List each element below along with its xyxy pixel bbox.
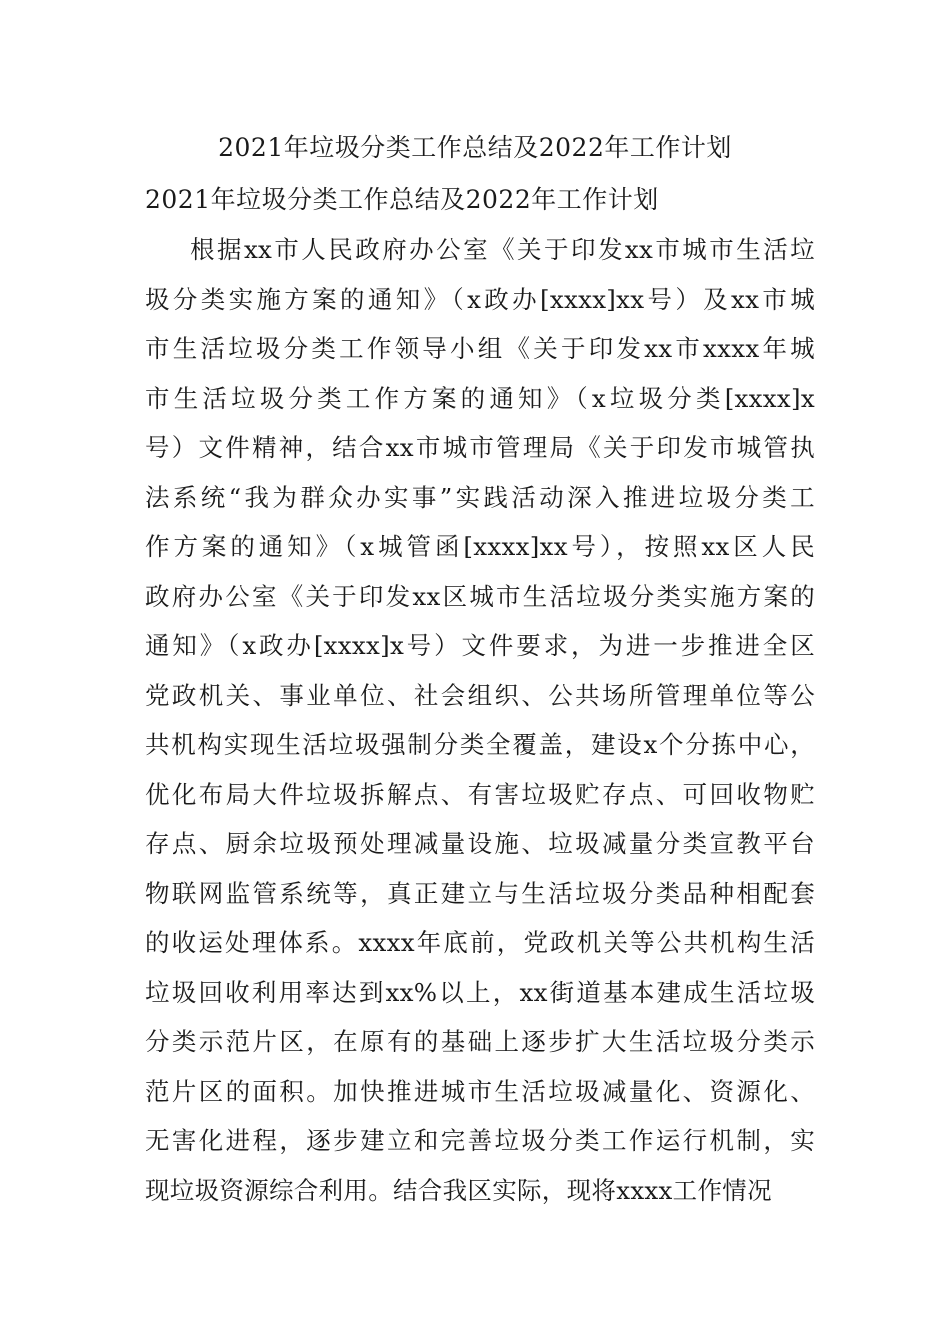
paragraph-line: 的收运处理体系。xxxx年底前，党政机关等公共机构生活 bbox=[145, 928, 815, 957]
paragraph-line: 党政机关、事业单位、社会组织、公共场所管理单位等公 bbox=[145, 680, 815, 710]
paragraph-line: 根据xx市人民政府办公室《关于印发xx市城市生活垃 bbox=[190, 235, 815, 264]
paragraph-line: 现垃圾资源综合利用。结合我区实际，现将xxxx工作情况 bbox=[145, 1175, 772, 1205]
paragraph-line: 共机构实现生活垃圾强制分类全覆盖，建设x个分拣中心， bbox=[145, 730, 815, 759]
paragraph-line: 市生活垃圾分类工作方案的通知》（x垃圾分类[xxxx]x bbox=[145, 383, 815, 413]
paragraph-line: 无害化进程，逐步建立和完善垃圾分类工作运行机制，实 bbox=[145, 1126, 815, 1155]
paragraph-line: 号）文件精神，结合xx市城市管理局《关于印发市城管执 bbox=[145, 433, 815, 462]
paragraph-line: 作方案的通知》（x城管函[xxxx]xx号），按照xx区人民 bbox=[145, 532, 815, 561]
paragraph-line: 圾分类实施方案的通知》（x政办[xxxx]xx号）及xx市城 bbox=[145, 284, 815, 314]
document-title: 2021年垃圾分类工作总结及2022年工作计划 bbox=[218, 133, 732, 162]
paragraph-line: 范片区的面积。加快推进城市生活垃圾减量化、资源化、 bbox=[145, 1076, 815, 1106]
body-paragraph bbox=[145, 230, 815, 1220]
paragraph-line: 垃圾回收利用率达到xx%以上，xx街道基本建成生活垃圾 bbox=[145, 977, 815, 1007]
paragraph-line: 优化布局大件垃圾拆解点、有害垃圾贮存点、可回收物贮 bbox=[145, 779, 815, 809]
paragraph-line: 存点、厨余垃圾预处理减量设施、垃圾减量分类宣教平台 bbox=[145, 829, 815, 858]
paragraph-line: 物联网监管系统等，真正建立与生活垃圾分类品种相配套 bbox=[145, 878, 815, 908]
paragraph-line: 通知》（x政办[xxxx]x号）文件要求，为进一步推进全区 bbox=[145, 631, 815, 660]
paragraph-line: 法系统“我为群众办实事”实践活动深入推进垃圾分类工 bbox=[145, 482, 815, 512]
paragraph-line: 政府办公室《关于印发xx区城市生活垃圾分类实施方案的 bbox=[145, 581, 815, 611]
paragraph-line: 分类示范片区，在原有的基础上逐步扩大生活垃圾分类示 bbox=[145, 1027, 815, 1056]
document-subtitle: 2021年垃圾分类工作总结及2022年工作计划 bbox=[145, 185, 659, 214]
paragraph-line: 市生活垃圾分类工作领导小组《关于印发xx市xxxx年城 bbox=[145, 334, 815, 363]
